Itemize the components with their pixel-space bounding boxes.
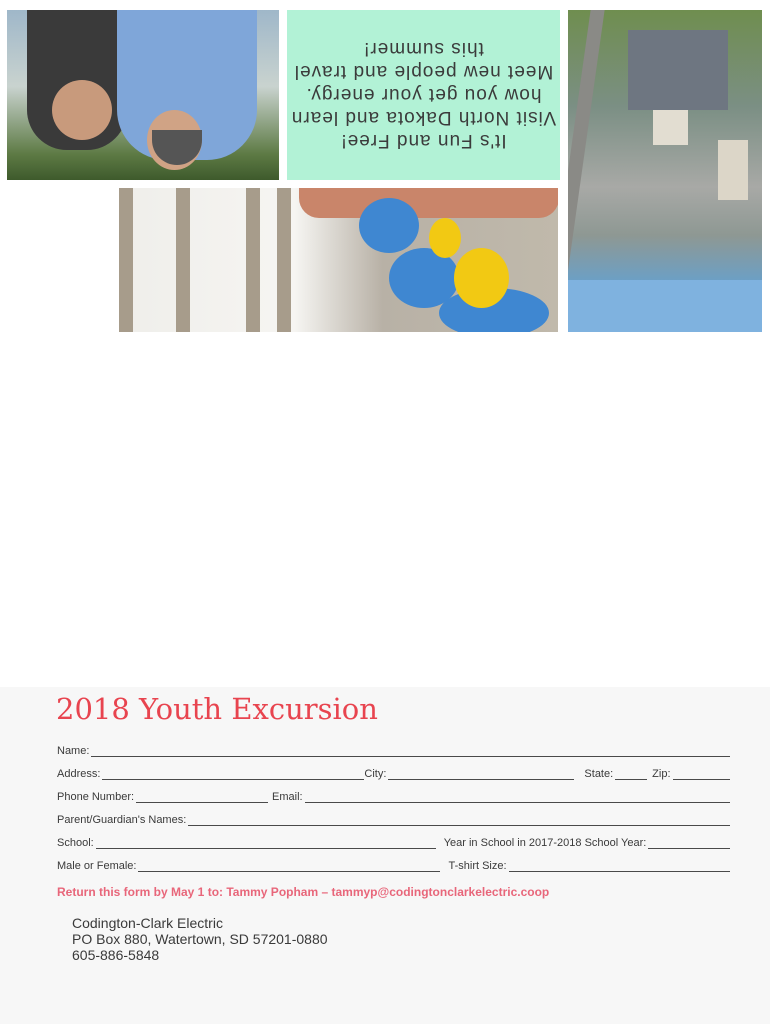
zip-field[interactable] [673, 768, 730, 780]
arm [299, 188, 558, 218]
phone-field[interactable] [136, 791, 268, 803]
label-phone: Phone Number: [57, 791, 135, 803]
window-pillar [119, 188, 133, 332]
name-field[interactable] [91, 745, 730, 757]
state-field[interactable] [615, 768, 647, 780]
row-gender-tshirt [57, 856, 730, 872]
gender-field[interactable] [138, 860, 440, 872]
label-zip: Zip: [652, 768, 671, 780]
return-instructions: Return this form by May 1 to: Tammy Popham – tammyp@codingtonclarkelectric.coop [57, 885, 550, 899]
org-name: Codington-Clark Electric [72, 915, 223, 931]
form-title: 2018 Youth Excursion [56, 692, 378, 726]
label-email: Email: [272, 791, 303, 803]
label-tshirt: T-shirt Size: [448, 860, 507, 872]
row-name [57, 741, 730, 757]
ear-protector-icon [429, 218, 461, 258]
city-field[interactable] [388, 768, 574, 780]
promo-line-1: It's Fun and Free! [340, 130, 507, 152]
row-parent [57, 810, 730, 826]
photo-aerial-power-plant [568, 10, 762, 332]
window-pillar [277, 188, 291, 332]
row-address [57, 764, 730, 780]
mailing-address [72, 915, 328, 963]
po-box: PO Box 880, Watertown, SD 57201-0880 [72, 931, 328, 947]
person-left-face [52, 80, 112, 140]
registration-form [0, 687, 770, 1024]
year-field[interactable] [648, 837, 730, 849]
label-year: Year in School in 2017-2018 School Year: [443, 837, 647, 849]
promo-line-3: how you get your energy. [305, 84, 542, 106]
label-gender: Male or Female: [57, 860, 137, 872]
promo-text-box [287, 10, 560, 180]
photo-two-people [7, 10, 279, 180]
aerial-water [568, 280, 762, 332]
email-field[interactable] [305, 791, 730, 803]
hard-hat-icon [359, 198, 419, 253]
window-pillar [246, 188, 260, 332]
address-field[interactable] [102, 768, 364, 780]
label-address: Address: [57, 768, 101, 780]
parent-field[interactable] [188, 814, 730, 826]
row-phone-email [57, 787, 730, 803]
label-name: Name: [57, 745, 90, 757]
ear-protector-icon [454, 248, 509, 308]
school-field[interactable] [96, 837, 436, 849]
photo-hard-hats [119, 188, 558, 332]
promo-line-5: this summer! [363, 38, 484, 60]
promo-line-4: Meet new people and travel [293, 61, 554, 83]
tshirt-field[interactable] [509, 860, 730, 872]
aerial-building [653, 110, 688, 145]
phone-number: 605-886-5848 [72, 947, 160, 963]
aerial-building [718, 140, 748, 200]
label-state: State: [584, 768, 614, 780]
label-city: City: [364, 768, 387, 780]
promo-line-2: Visit North Dakota and learn [290, 107, 557, 129]
aerial-parking-lot [628, 30, 728, 110]
promo-text [287, 10, 560, 180]
label-school: School: [57, 837, 94, 849]
row-school [57, 833, 730, 849]
label-parent: Parent/Guardian's Names: [57, 814, 187, 826]
window-pillar [176, 188, 190, 332]
